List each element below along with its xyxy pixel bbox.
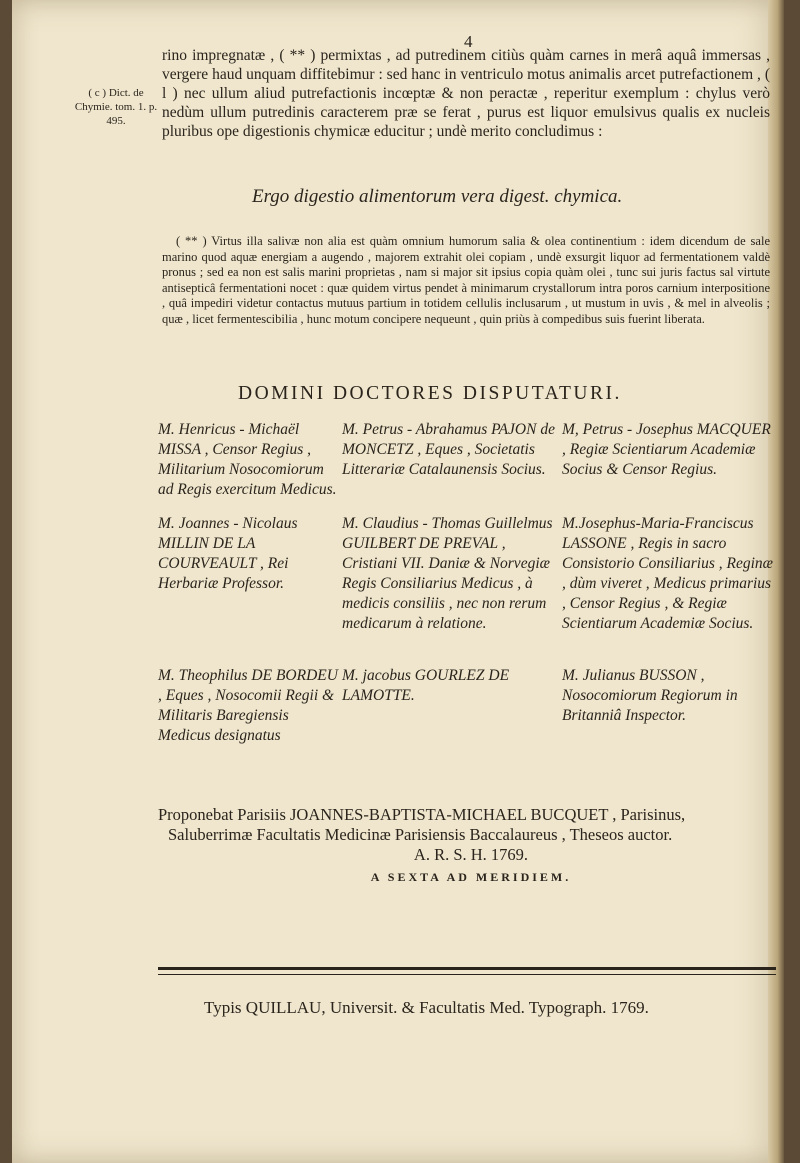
- time-line: A SEXTA AD MERIDIEM.: [370, 870, 572, 884]
- intro-text: rino impregnatæ , ( ** ) permixtas , ad putredinem citiùs quàm carnes in merâ aquâ immersas , vergere haud unquam diffitebimur : sed hanc in ventriculo motus animalis arcet putrefactionem , ( l ) nec ullum aliud putrefactionis incœptæ & non peractæ , reperitur exemplum : chylus verò nedùm ullum putredinis caracterem præ se ferat , purus est liquor emulsivus qualis ex nucleis pluribus ope digestionis chymicæ educitur ; undè merito concludimus :: [162, 47, 770, 140]
- footnote-text: ( ** ) Virtus illa salivæ non alia est quàm omnium humorum salia & olea continentium : idem dicendum de sale marino quod aquæ energiam a augendo , majorem extrahit olei copiam , undè exsurgit liquor ad fermentationem valdè pronus ; sed ea non est salis marini proprietas , nam si major sit ipsius copia quàm olei , tunc sui juris factus sal virtute antisepticâ fermentationi nocet : quæ quidem virtus pendet à minimarum crystallorum intra poros carnium interpositione , quâ impediri videtur contactus mutuus partium in totidem cellulis inclusarum , ut mustum in uvis , & mel in alveolis ; quæ , licet fermentescibilia , hunc motum concipere nequeunt , quin priùs à compedibus suis fuerint liberata.: [162, 234, 770, 326]
- printer-imprint: Typis QUILLAU, Universit. & Facultatis Med. Typograph. 1769.: [204, 998, 649, 1017]
- doctor-entry: M. jacobus GOURLEZ DE LAMOTTE.: [342, 667, 510, 704]
- conclusion-thesis: Ergo digestio alimentorum vera digest. chymica.: [252, 186, 623, 207]
- footnote: [162, 234, 770, 327]
- book-page: [12, 0, 784, 1163]
- thick-rule: [158, 967, 776, 970]
- doctor-entry: M. Claudius - Thomas Guillelmus GUILBERT DE PREVAL , Cristiani VII. Daniæ & Norvegiæ Regis Consiliarius Medicus , à medicis consiliis , nec non rerum medicarum à relatione.: [342, 515, 553, 632]
- intro-paragraph: [162, 46, 770, 141]
- proponebat-block: [158, 805, 784, 887]
- doctor-entry: M. Theophilus DE BORDEU , Eques , Nosocomii Regii & Militaris Baregiensis Medicus designatus: [158, 667, 338, 744]
- doctors-list: [158, 420, 774, 790]
- thin-rule: [158, 974, 776, 975]
- doctor-entry: M. Henricus - Michaël MISSA , Censor Regius , Militarium Nosocomiorum ad Regis exercitum Medicus.: [158, 421, 337, 498]
- page-number: 4: [464, 32, 473, 51]
- proponebat-line: Proponebat Parisiis JOANNES-BAPTISTA-MICHAEL BUCQUET , Parisinus,: [158, 805, 686, 824]
- doctor-entry: M. Julianus BUSSON , Nosocomiorum Regiorum in Britanniâ Inspector.: [562, 667, 738, 724]
- doctor-entry: M. Joannes - Nicolaus MILLIN DE LA COURVEAULT , Rei Herbariæ Professor.: [158, 515, 298, 592]
- proponebat-line: Saluberrimæ Facultatis Medicinæ Parisiensis Baccalaureus , Theseos auctor.: [168, 825, 673, 844]
- doctor-entry: M.Josephus-Maria-Franciscus LASSONE , Regis in sacro Consistorio Consiliarius , Reginæ , dùm viveret , Medicus primarius , Censor Regius , & Regiæ Scientiarum Academiæ Socius.: [562, 515, 774, 632]
- doctor-entry: M, Petrus - Josephus MACQUER , Regiæ Scientiarum Academiæ Socius & Censor Regius.: [562, 421, 771, 478]
- year-line: A. R. S. H. 1769.: [413, 845, 529, 864]
- doctors-heading: DOMINI DOCTORES DISPUTATURI.: [238, 383, 622, 404]
- margin-note: ( c ) Dict. de Chymie. tom. 1. p. 495.: [74, 87, 158, 127]
- doctor-entry: M. Petrus - Abrahamus PAJON de MONCETZ , Eques , Societatis Litterariæ Catalaunensis Socius.: [342, 421, 555, 478]
